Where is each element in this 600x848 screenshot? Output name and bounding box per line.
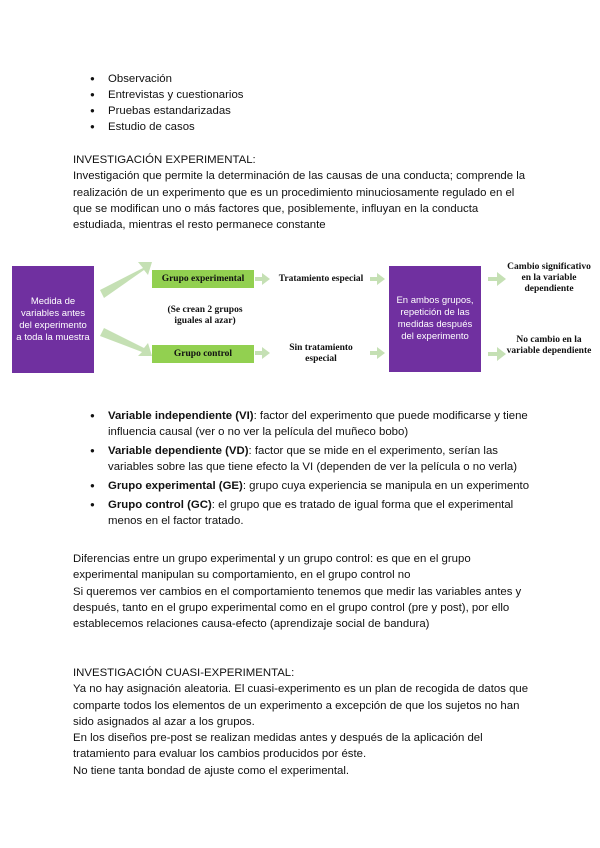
post-measure-box: En ambos grupos, repetición de las medidas después del experimento (389, 266, 481, 372)
method-item: ● Observación (90, 71, 243, 87)
quasi-section (73, 665, 533, 779)
arrow-to-ctrl-icon (100, 328, 152, 356)
differences-paragraph: Diferencias entre un grupo experimental y un grupo control: es que en el grupo experimental manipulan su comportamiento, en el grupo control no (73, 553, 471, 582)
differences-paragraph: Si queremos ver cambios en el comportamiento tenemos que medir las variables antes y después, tanto en el grupo experimental como en el grupo control (pre y post), por ello establecemos relaciones causa-efecto (aprendizaje social de bandura) (73, 585, 522, 631)
pre-measure-box: Medida de variables antes del experimento a toda la muestra (12, 266, 94, 373)
arrow-ctrl-right-icon (255, 347, 270, 359)
definition-text: : factor del experimento que puede modificarse y tiene influencia causal (ver o no ver la película del muñeco bobo) (108, 410, 528, 438)
arrow-result-down-icon (488, 347, 506, 361)
definition-item (90, 443, 535, 475)
group-control-box: Grupo control (152, 345, 254, 363)
group-experimental-box: Grupo experimental (152, 270, 254, 288)
quasi-paragraph: No tiene tanta bondad de ajuste como el experimental. (73, 764, 350, 777)
definition-text: : el grupo que es tratado de igual forma que el experimental menos en el factor tratado. (108, 499, 514, 527)
arrow-to-exp-icon (100, 262, 152, 298)
arrow-exp-right-icon (255, 273, 270, 285)
definition-item (90, 478, 535, 494)
quasi-paragraph: En los diseños pre-post se realizan medidas antes y después de la aplicación del tratamiento para evaluar los cambios producidos por éste. (73, 732, 483, 761)
experimental-definition: Investigación que permite la determinación de las causas de una conducta; comprende la realización de un experimento que es un procedimiento minuciosamente regulado en el que se modifican uno o más factores que, posiblemente, influyan en la conducta estudiada, mientras el resto permanece constante (73, 170, 526, 232)
arrow-treat-icon (370, 273, 385, 285)
definition-item (90, 408, 535, 440)
definition-term: Variable dependiente (VD) (108, 445, 249, 457)
arrow-result-up-icon (488, 272, 506, 286)
method-item: ● Estudio de casos (90, 119, 243, 135)
arrow-notreat-icon (370, 347, 385, 359)
definition-text: : grupo cuya experiencia se manipula en un experimento (242, 480, 530, 492)
quasi-paragraph: Ya no hay asignación aleatoria. El cuasi-experimento es un plan de recogida de datos que comparte todos los elementos de un experimento a excepción de que los sujetos no han sido asignados al azar a los grupos. (73, 683, 529, 728)
definition-item (90, 497, 535, 529)
result-change-label: Cambio significativo en la variable dependiente (507, 262, 591, 294)
quasi-heading: INVESTIGACIÓN CUASI-EXPERIMENTAL: (73, 667, 295, 679)
treatment-label: Tratamiento especial (278, 274, 364, 284)
experimental-heading: INVESTIGACIÓN EXPERIMENTAL: (73, 154, 256, 166)
definitions-list (90, 408, 535, 532)
definition-term: Grupo control (GC) (108, 499, 212, 511)
groups-note: (Se crean 2 grupos iguales al azar) (167, 305, 243, 326)
result-nochange-label: No cambio en la variable dependiente (506, 335, 592, 356)
method-item: ● Entrevistas y cuestionarios (90, 87, 243, 103)
method-item: ● Pruebas estandarizadas (90, 103, 243, 119)
no-treatment-label: Sin tratamiento especial (289, 343, 353, 364)
definition-text: : factor que se mide en el experimento, serían las variables sobre las que tiene efecto la VI (dependen de ver la película o no verla) (108, 445, 518, 473)
differences-section (73, 551, 533, 632)
definition-term: Variable independiente (VI) (108, 410, 254, 422)
definition-term: Grupo experimental (GE) (108, 480, 243, 492)
